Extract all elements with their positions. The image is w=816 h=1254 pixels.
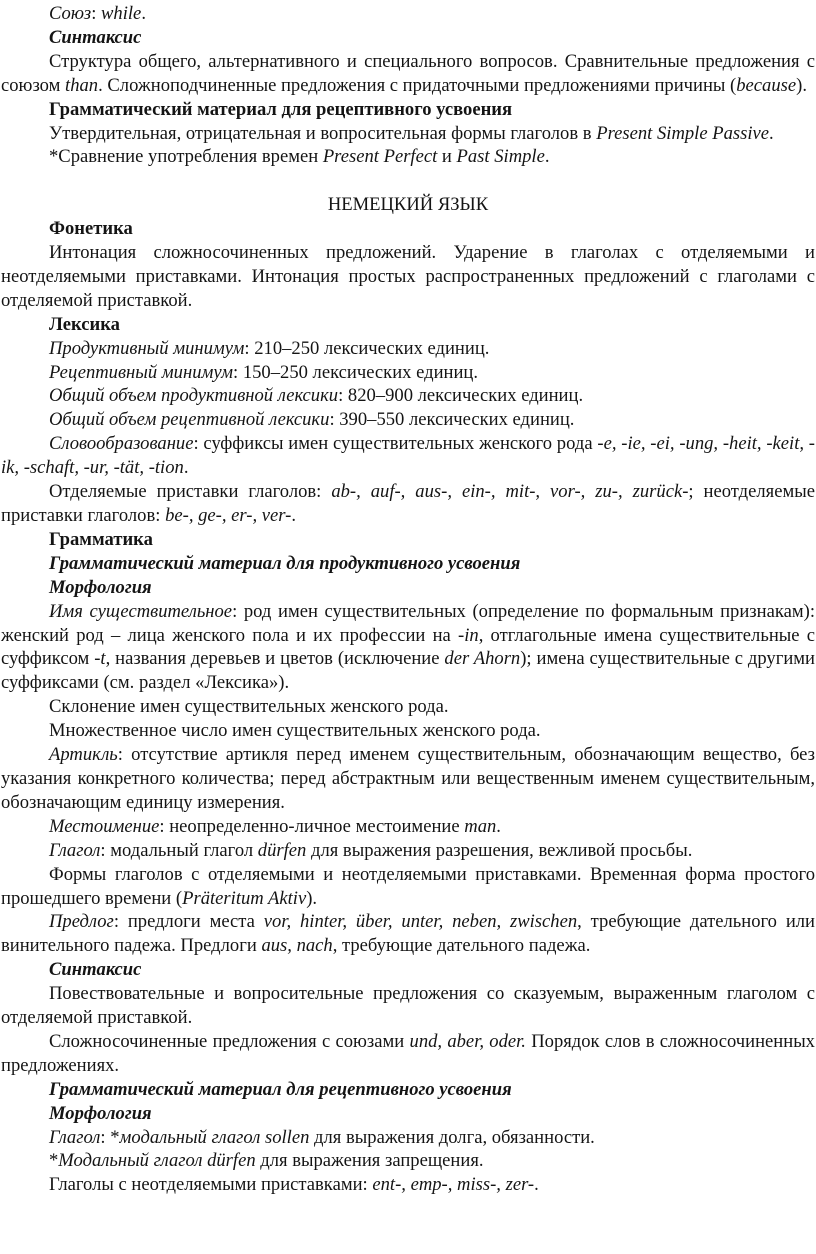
verb-forms-paragraph: Формы глаголов с отделяемыми и неотделяемыми приставками. Временная форма простого прошедшего времени (Präteritum Aktiv). [1,863,815,909]
pronoun-paragraph: Местоимение: неопределенно-личное местоимение man. [49,815,501,837]
lexis-heading: Лексика [49,313,120,335]
syntax-paragraph-english: Структура общего, альтернативного и специального вопросов. Сравнительные предложения с союзом than. Сложноподчиненные предложения с придаточными предложениями причины (because). [1,50,815,96]
phonetics-paragraph: Интонация сложносочиненных предложений. Ударение в глаголах с отделяемыми и неотделяемыми приставками. Интонация простых распространенных предложений с глаголами с отделяемой приставкой. [1,242,815,311]
total-productive: Общий объем продуктивной лексики: 820–900 лексических единиц. [49,385,584,407]
productive-minimum: Продуктивный минимум: 210–250 лексических единиц. [49,337,490,359]
german-section-title: НЕМЕЦКИЙ ЯЗЫК [327,194,489,216]
morphology-heading: Морфология [49,576,152,598]
article-paragraph: Артикль: отсутствие артикля перед именем существительным, обозначающим вещество, без указания конкретного количества; перед абстрактным или вещественным именем существительным, обозначающим единицу измерения. [1,744,815,813]
compare-paragraph: *Сравнение употребления времен Present Perfect и Past Simple. [49,146,550,168]
verb-paragraph: Глагол: модальный глагол dürfen для выражения разрешения, вежливой просьбы. [49,839,693,861]
modal-durfen-paragraph: *Модальный глагол dürfen для выражения запрещения. [49,1150,484,1172]
spacer [1,169,815,193]
prefixes-paragraph: Отделяемые приставки глаголов: ab-, auf-, aus-, ein-, mit-, vor-, zu-, zurück-; неотделяемые приставки глаголов: be-, ge-, er-, ver-. [1,481,815,527]
phonetics-heading: Фонетика [49,218,133,240]
syntax-heading-english: Синтаксис [49,26,142,48]
morphology-heading-2: Морфология [49,1102,152,1124]
declension-paragraph: Склонение имен существительных женского рода. [49,696,449,718]
conjunction-label: Союз [49,3,92,24]
word-formation: Словообразование: суффиксы имен существительных женского рода -e, -ie, -ei, -ung, -heit, -keit, -ik, -schaft, -ur, -tät, -tion. [1,433,815,479]
total-receptive: Общий объем рецептивной лексики: 390–550 лексических единиц. [49,409,575,431]
syntax-heading-german: Синтаксис [49,959,142,981]
noun-paragraph: Имя существительное: род имен существительных (определение по формальным признакам): женский род – лица женского пола и их профессии на -in, отглагольные имена существительные с суффиксом -t, названия деревьев и цветов (исключение der Ahorn); имена существительные с другими суффиксами (см. раздел «Лексика»). [1,600,815,694]
syntax-paragraph-1: Повествовательные и вопросительные предложения со сказуемым, выраженным глаголом с отделяемой приставкой. [1,983,815,1029]
conjunction-line: Союз: while. [49,3,146,24]
modal-sollen-paragraph: Глагол: *модальный глагол sollen для выражения долга, обязанности. [49,1126,595,1148]
plural-paragraph: Множественное число имен существительных женского рода. [49,720,541,742]
grammar-heading: Грамматика [49,528,153,550]
productive-grammar-heading: Грамматический материал для продуктивного усвоения [49,552,521,574]
conjunction-value: while [101,3,142,24]
syntax-paragraph-2: Сложносочиненные предложения с союзами und, aber, oder. Порядок слов в сложносочиненных предложениях. [1,1030,815,1076]
preposition-paragraph: Предлог: предлоги места vor, hinter, über, unter, neben, zwischen, требующие дательного или винительного падежа. Предлоги aus, nach, требующие дательного падежа. [1,911,816,957]
inseparable-verbs-paragraph: Глаголы с неотделяемыми приставками: ent-, emp-, miss-, zer-. [49,1174,539,1196]
receptive-heading-english: Грамматический материал для рецептивного усвоения [49,98,513,120]
receptive-grammar-heading: Грамматический материал для рецептивного усвоения [49,1078,512,1100]
passive-paragraph: Утвердительная, отрицательная и вопросительная формы глаголов в Present Simple Passive. [49,122,774,144]
receptive-minimum: Рецептивный минимум: 150–250 лексических единиц. [49,361,479,383]
